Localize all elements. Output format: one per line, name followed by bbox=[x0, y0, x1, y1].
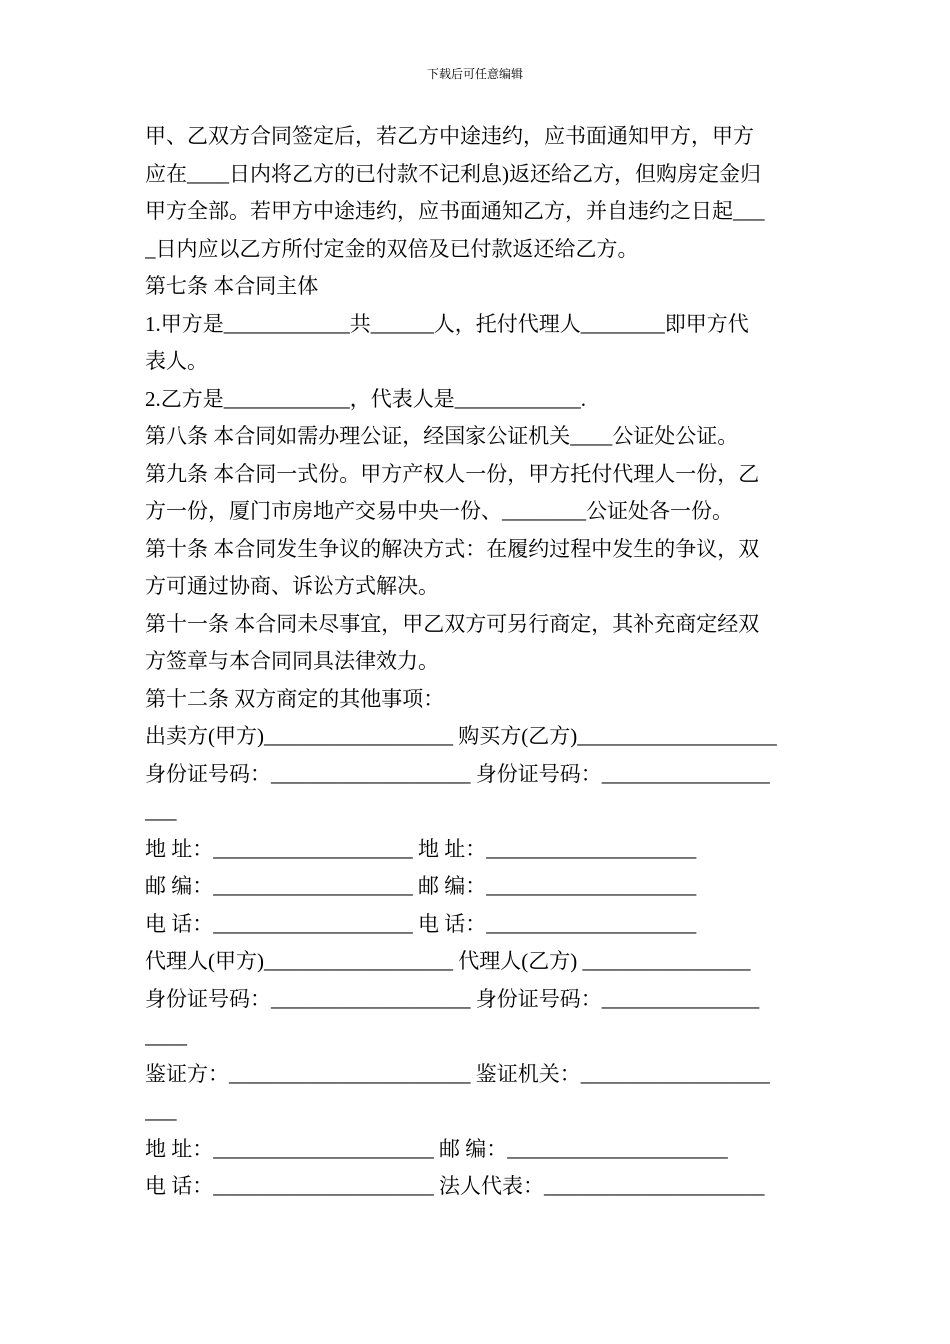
text-line: 2.乙方是____________，代表人是____________. bbox=[145, 386, 586, 411]
article-12-heading: 第十二条 双方商定的其他事项： bbox=[145, 686, 445, 711]
text-line: 方可通过协商、诉讼方式解决。 bbox=[145, 574, 439, 598]
text-line: 应在____日内将乙方的已付款不记利息)返还给乙方，但购房定金归 bbox=[145, 161, 761, 186]
text-line: ___ bbox=[145, 799, 177, 823]
signature-line-id: 身份证号码：___________________ 身份证号码：________________ bbox=[145, 761, 770, 786]
text-line: 表人。 bbox=[145, 349, 208, 373]
text-line: 方签章与本合同同具法律效力。 bbox=[145, 649, 439, 673]
text-line: 1.甲方是____________共______人，托付代理人________即甲方代 bbox=[145, 311, 749, 336]
signature-line-phone: 电 话：___________________ 电 话：____________________ bbox=[145, 911, 697, 936]
article-11: 第十一条 本合同未尽事宜，甲乙双方可另行商定，其补充商定经双 bbox=[145, 611, 760, 636]
text-line: 甲、乙双方合同签定后，若乙方中途违约，应书面通知甲方，甲方 bbox=[145, 124, 754, 148]
signature-line-postcode: 邮 编：___________________ 邮 编：____________________ bbox=[145, 874, 697, 898]
signature-line-agents: 代理人(甲方)__________________ 代理人(乙方) ________________ bbox=[145, 949, 751, 973]
signature-line-address: 地 址：___________________ 地 址：____________________ bbox=[145, 836, 697, 861]
text-line: 方一份，厦门市房地产交易中央一份、________公证处各一份。 bbox=[145, 499, 733, 523]
text-line: ____ bbox=[145, 1024, 187, 1048]
article-8: 第八条 本合同如需办理公证，经国家公证机关____公证处公证。 bbox=[145, 424, 739, 448]
document-body bbox=[145, 118, 810, 1206]
text-line: 甲方全部。若甲方中途违约，应书面通知乙方，并自违约之日起___ bbox=[145, 199, 765, 223]
article-9: 第九条 本合同一式份。甲方产权人一份，甲方托付代理人一份，乙 bbox=[145, 461, 760, 486]
text-line: ___ bbox=[145, 1099, 177, 1123]
article-7-heading: 第七条 本合同主体 bbox=[145, 274, 319, 298]
article-10: 第十条 本合同发生争议的解决方式：在履约过程中发生的争议，双 bbox=[145, 536, 760, 561]
page-header: 下载后可任意编辑 bbox=[426, 67, 523, 81]
signature-line-verifier: 鉴证方：_______________________ 鉴证机关：__________________ bbox=[145, 1061, 770, 1086]
signature-line-parties: 出卖方(甲方)__________________ 购买方(乙方)___________________ bbox=[145, 724, 777, 748]
signature-line-verifier-phone: 电 话：_____________________ 法人代表：_____________________ bbox=[145, 1174, 765, 1198]
signature-line-verifier-address: 地 址：_____________________ 邮 编：_____________________ bbox=[145, 1136, 728, 1161]
signature-line-agent-id: 身份证号码：___________________ 身份证号码：_______________ bbox=[145, 986, 760, 1011]
text-line: _日内应以乙方所付定金的双倍及已付款返还给乙方。 bbox=[145, 236, 639, 261]
